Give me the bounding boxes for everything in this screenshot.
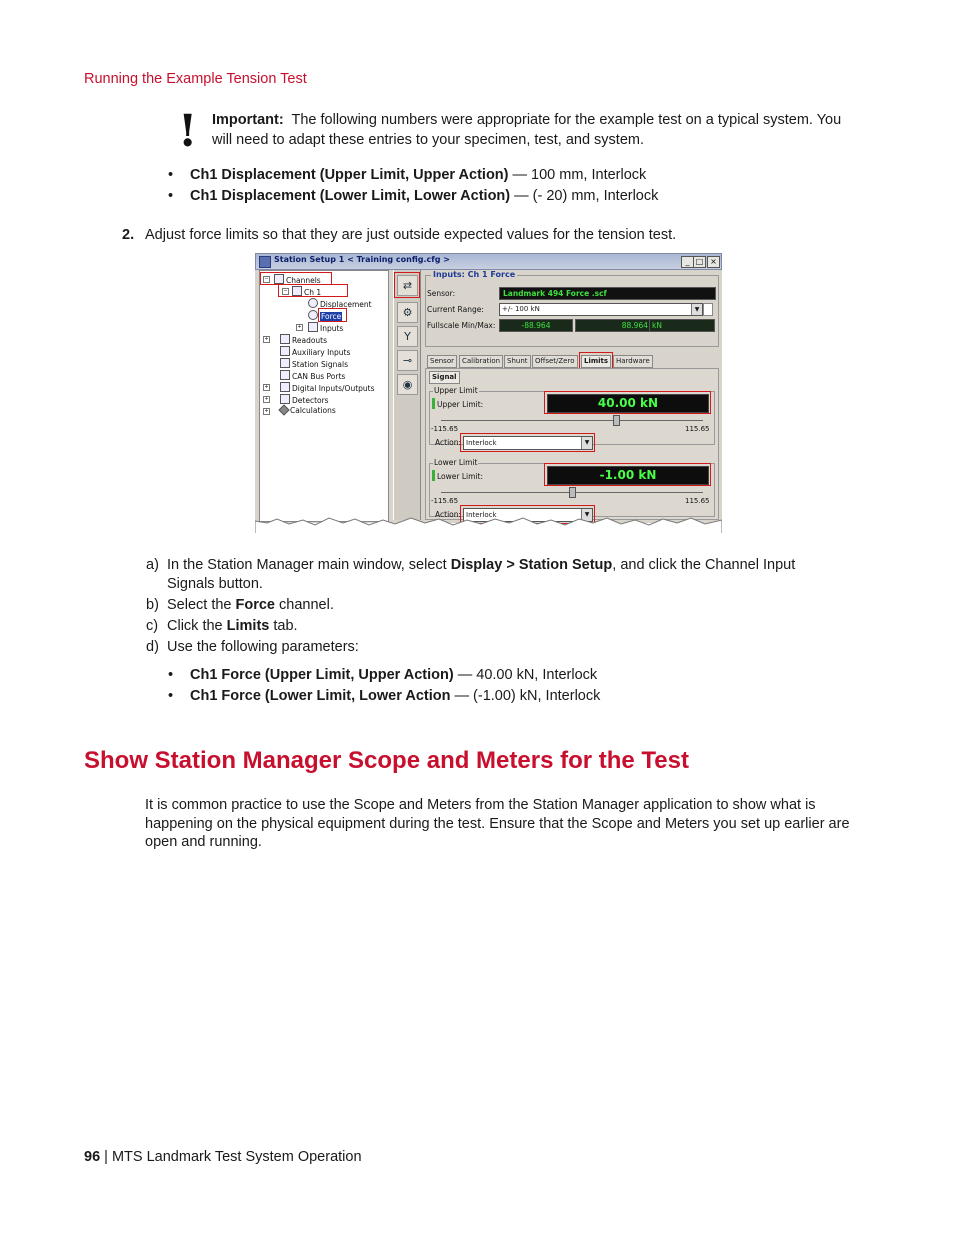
upper-slider-thumb[interactable]: [613, 415, 620, 426]
channel-input-signals-button[interactable]: ⇄: [397, 275, 418, 296]
section-heading: Show Station Manager Scope and Meters for the Test: [84, 747, 689, 774]
substep-text: Click the: [167, 617, 227, 634]
upper-limit-label: Upper Limit:: [437, 400, 484, 409]
range-scroll[interactable]: [703, 303, 713, 316]
fullscale-unit: kN: [649, 319, 715, 332]
highlight-upper-action: [460, 433, 595, 452]
tree-label: Station Signals: [292, 360, 348, 369]
maximize-icon[interactable]: □: [693, 256, 706, 268]
collapse-icon[interactable]: −: [264, 276, 269, 282]
highlight-input-signals: [394, 272, 420, 298]
list-item: [146, 638, 846, 657]
group-title: Inputs: Ch 1 Force: [433, 270, 516, 279]
detectors-icon: [280, 394, 290, 404]
sensor-button[interactable]: ⊸: [397, 350, 418, 371]
lower-limit-group-title: Lower Limit: [434, 458, 478, 467]
lower-limit-value[interactable]: -1.00 kN: [547, 466, 709, 485]
tree-item-readouts[interactable]: [280, 334, 327, 345]
enable-indicator: [432, 398, 435, 409]
highlight-force: [318, 308, 347, 322]
substep-text: channel.: [275, 596, 334, 613]
station-tree: [259, 270, 389, 522]
bullet-text: — (- 20) mm, Interlock: [510, 188, 659, 204]
list-item: [168, 186, 848, 207]
substep-label: c): [146, 617, 159, 634]
substep-label: d): [146, 638, 159, 655]
tree-label: Force: [321, 312, 342, 321]
section-paragraph: It is common practice to use the Scope and Meters from the Station Manager application to show what is happening on the physical equipment during the test. Ensure that the Scope and Meters you set up earlier are open and running.: [145, 797, 850, 850]
tree-label: CAN Bus Ports: [292, 372, 346, 381]
tab-calibration[interactable]: Calibration: [459, 355, 503, 368]
tab-signal[interactable]: Signal: [429, 371, 460, 384]
tree-label: Detectors: [292, 396, 329, 405]
range-dropdown[interactable]: [499, 303, 703, 316]
enable-indicator: [432, 470, 435, 481]
list-item: [168, 165, 848, 186]
bullet-term: Ch1 Force (Lower Limit, Lower Action: [190, 688, 451, 704]
important-icon: !: [178, 106, 198, 157]
range-value: +/- 100 kN: [502, 305, 540, 313]
fullscale-label: Fullscale Min/Max:: [427, 321, 496, 330]
inputs-icon: [308, 322, 318, 332]
substep-bold: Display > Station Setup: [450, 557, 613, 573]
upper-action-value: Interlock: [466, 439, 497, 447]
inputs-panel: [423, 270, 719, 520]
tree-item-detectors[interactable]: [280, 394, 329, 405]
lower-limit-label: Lower Limit:: [437, 472, 483, 481]
bullet-text: — (-1.00) kN, Interlock: [450, 688, 601, 704]
signals-icon: [280, 358, 290, 368]
upper-limit-group-title: Upper Limit: [434, 386, 478, 395]
lower-slider-thumb[interactable]: [569, 487, 576, 498]
bullet-term: Ch1 Displacement (Lower Limit, Lower Action): [190, 188, 511, 204]
bullet-term: Ch1 Force (Upper Limit, Upper Action): [190, 667, 454, 683]
highlight-lower-limit: [544, 463, 711, 486]
chevron-down-icon[interactable]: ▼: [691, 304, 702, 315]
substep-label: a): [146, 557, 159, 573]
fullscale-min: -88.964: [499, 319, 573, 332]
collapse-icon[interactable]: −: [283, 288, 288, 294]
force-bullets: [168, 665, 848, 707]
page-footer: [84, 1149, 362, 1165]
bullet-text: — 40.00 kN, Interlock: [453, 667, 598, 683]
upper-scale-max: 115.65: [685, 425, 710, 433]
tree-item-calculations[interactable]: [280, 406, 336, 415]
important-body: The following numbers were appropriate for the example test on a typical system. You will need to adapt these entries to your specimen, test, and system.: [212, 112, 842, 148]
tab-hardware[interactable]: Hardware: [613, 355, 653, 368]
station-toolbar: [393, 270, 421, 520]
step-number: 2.: [122, 227, 135, 243]
tab-shunt[interactable]: Shunt: [504, 355, 531, 368]
list-item: [146, 617, 846, 636]
expand-icon[interactable]: +: [264, 336, 269, 342]
sensor-icon: [308, 310, 318, 320]
chevron-down-icon[interactable]: ▼: [581, 437, 592, 449]
minimize-icon[interactable]: _: [681, 256, 694, 268]
tree-item-station-signals[interactable]: [280, 358, 348, 369]
tree-label: Calculations: [290, 406, 336, 415]
tree-label: Inputs: [320, 324, 344, 333]
substep-bold: Limits: [226, 617, 270, 634]
upper-action-label: Action:: [435, 438, 462, 447]
bullet-term: Ch1 Displacement (Upper Limit, Upper Action): [190, 167, 509, 183]
substep-text: Use the following parameters:: [167, 638, 359, 655]
substep-bold: Force: [235, 596, 276, 613]
tree-label: Digital Inputs/Outputs: [292, 384, 375, 393]
upper-slider[interactable]: [441, 420, 703, 421]
expand-icon[interactable]: +: [264, 408, 269, 414]
hydraulics-button[interactable]: Y: [397, 326, 418, 347]
range-label: Current Range:: [427, 305, 484, 314]
can-bus-icon: [280, 370, 290, 380]
tab-offset-zero[interactable]: Offset/Zero: [532, 355, 578, 368]
substep-text: , and click the Channel Input Signals button.: [167, 557, 796, 592]
list-item: [146, 596, 846, 615]
upper-limit-value[interactable]: 40.00 kN: [547, 394, 709, 413]
meter-button[interactable]: ◉: [397, 374, 418, 395]
highlight-ch1: [278, 284, 348, 297]
substep-text: In the Station Manager main window, select: [167, 557, 451, 573]
list-item: [168, 665, 848, 686]
tree-label: Displacement: [320, 300, 372, 309]
expand-icon[interactable]: +: [264, 384, 269, 390]
tree-item-auxiliary[interactable]: [280, 346, 350, 357]
step-2: [122, 226, 852, 245]
lower-action-value: Interlock: [466, 511, 497, 519]
close-icon[interactable]: ×: [707, 256, 720, 268]
running-head: Running the Example Tension Test: [84, 71, 307, 87]
upper-scale-min: -115.65: [431, 425, 459, 433]
lower-scale-min: -115.65: [431, 497, 459, 505]
fullscale-max: 88.964: [575, 319, 652, 332]
substep-label: b): [146, 596, 159, 613]
important-note: [212, 111, 852, 150]
lower-scale-max: 115.65: [685, 497, 710, 505]
sensor-field[interactable]: Landmark 494 Force .scf: [499, 287, 716, 300]
window-titlebar: [255, 253, 722, 270]
tree-item-inputs[interactable]: [308, 322, 343, 333]
tree-label: Readouts: [292, 336, 328, 345]
substeps: [146, 556, 846, 659]
important-label: Important:: [212, 112, 284, 128]
window-title: Station Setup 1 < Training config.cfg >: [274, 255, 450, 264]
step-text: Adjust force limits so that they are just outside expected values for the tension test.: [145, 227, 677, 243]
highlight-upper-limit: [544, 391, 711, 414]
substep-text: tab.: [269, 617, 298, 634]
expand-icon[interactable]: +: [264, 396, 269, 402]
bullet-text: — 100 mm, Interlock: [508, 167, 647, 183]
sensor-icon: [308, 298, 318, 308]
displacement-bullets: [168, 165, 848, 207]
tab-sensor[interactable]: Sensor: [427, 355, 457, 368]
station-setup-screenshot: [255, 253, 722, 533]
calculations-icon: [278, 404, 289, 415]
tree-label: Ch 1: [304, 288, 322, 297]
list-item: [168, 686, 848, 707]
tab-limits[interactable]: Limits: [581, 355, 611, 368]
list-item: [146, 556, 846, 593]
tree-item-can-bus[interactable]: [280, 370, 345, 381]
substep-text: Select the: [167, 596, 236, 613]
sensor-label: Sensor:: [427, 289, 456, 298]
expand-icon[interactable]: +: [297, 324, 302, 330]
digital-io-icon: [280, 382, 290, 392]
page-number: 96: [84, 1149, 101, 1165]
lower-action-label: Action:: [435, 510, 462, 519]
control-channels-button[interactable]: ⚙: [397, 302, 418, 323]
tree-item-digital-io[interactable]: [280, 382, 375, 393]
app-icon: [259, 256, 271, 268]
auxiliary-icon: [280, 346, 290, 356]
readouts-icon: [280, 334, 290, 344]
chevron-down-icon[interactable]: ▼: [581, 509, 592, 521]
footer-title: MTS Landmark Test System Operation: [111, 1149, 362, 1165]
tree-label: Auxiliary Inputs: [292, 348, 351, 357]
tree-label: Channels: [286, 276, 321, 285]
footer-separator: |: [100, 1149, 112, 1165]
torn-edge: [255, 513, 722, 533]
